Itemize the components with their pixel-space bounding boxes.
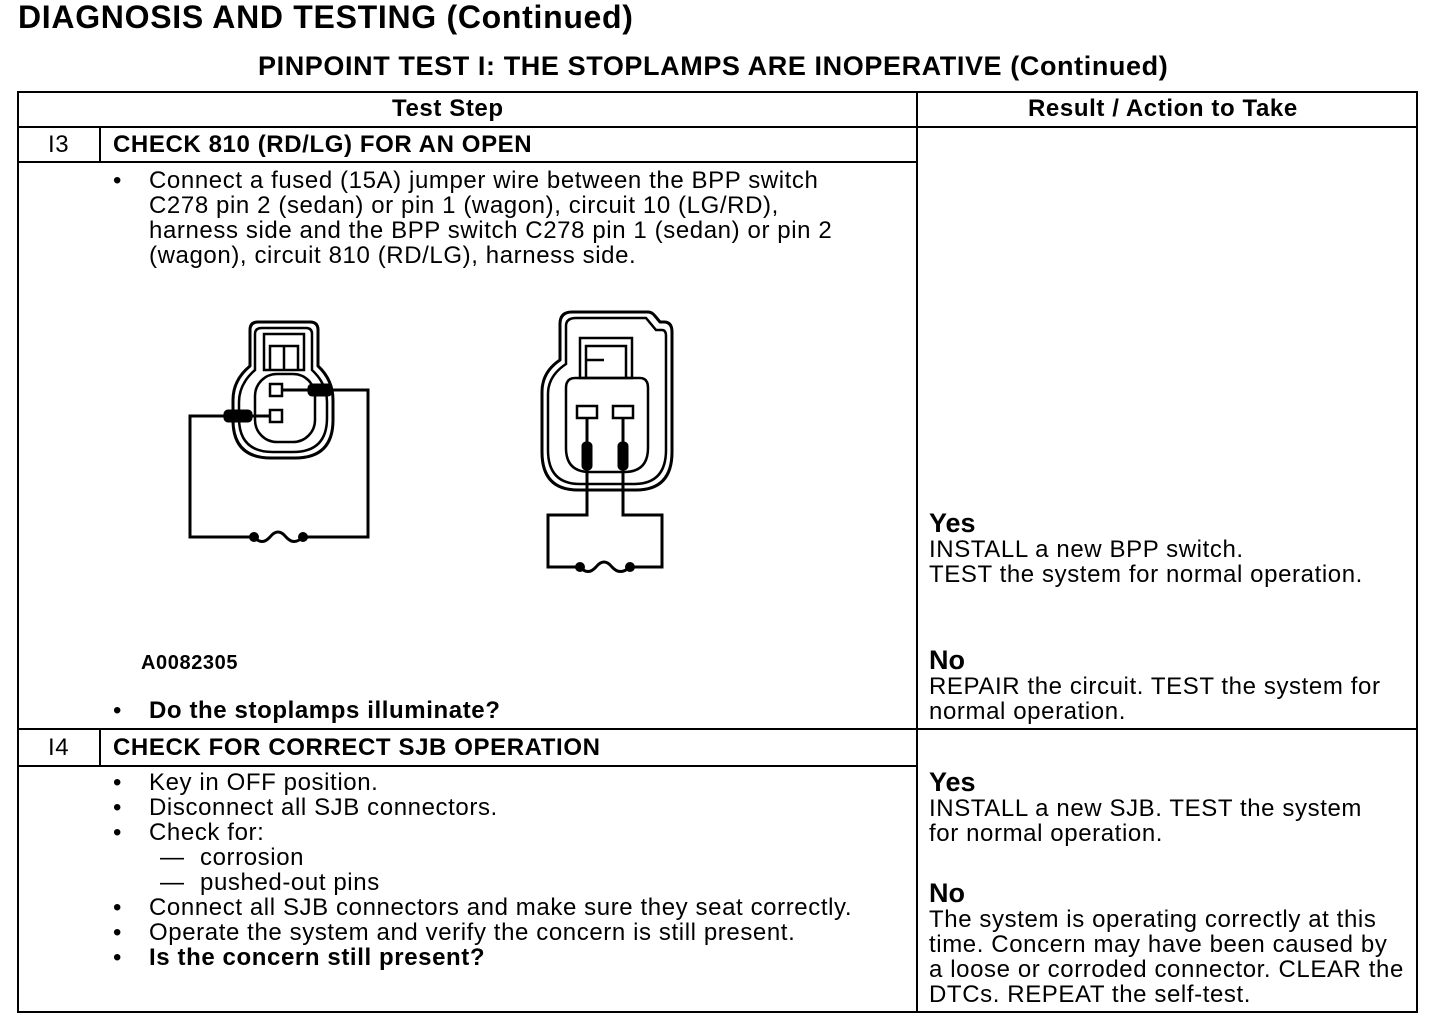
result-line: DTCs. REPEAT the self-test.: [929, 981, 1252, 1008]
instruction-item: [113, 920, 852, 945]
dash-marker: —: [160, 844, 184, 871]
i4-question: [113, 945, 852, 970]
instruction-item: [113, 820, 852, 845]
result-no-label: No: [929, 878, 965, 908]
bpp-switch-connector-illustration: [150, 295, 710, 595]
result-line: a loose or corroded connector. CLEAR the: [929, 956, 1404, 983]
question-text: Is the concern still present?: [149, 944, 486, 971]
i4-result-no: [929, 879, 1404, 1007]
instruction-item: [113, 770, 852, 795]
instruction-line: harness side and the BPP switch C278 pin 1 (sedan) or pin 2: [149, 217, 833, 244]
header-row-rule: [17, 126, 1418, 128]
result-line: INSTALL a new SJB. TEST the system: [929, 795, 1363, 822]
result-line: REPAIR the circuit. TEST the system for: [929, 673, 1381, 700]
step-title-i4: CHECK FOR CORRECT SJB OPERATION: [113, 734, 601, 761]
bullet-marker: •: [113, 944, 122, 971]
step-title-i3: CHECK 810 (RD/LG) FOR AN OPEN: [113, 131, 533, 158]
i4-instruction-list: [113, 770, 852, 970]
jumper-probe: [308, 384, 332, 396]
fuse-element: [580, 562, 630, 572]
i3-question: [113, 698, 501, 723]
result-line: The system is operating correctly at this: [929, 906, 1377, 933]
instruction-item: [113, 168, 832, 268]
result-line: normal operation.: [929, 698, 1126, 725]
i3-instruction-list: [113, 168, 832, 268]
bullet-marker: •: [113, 894, 122, 921]
instruction-line: Connect a fused (15A) jumper wire between the BPP switch: [149, 167, 819, 194]
instruction-line: (wagon), circuit 810 (RD/LG), harness side.: [149, 242, 637, 269]
bullet-marker: •: [113, 819, 122, 846]
instruction-text: Check for:: [149, 819, 265, 846]
instruction-item: [113, 795, 852, 820]
jumper-probe: [582, 442, 592, 470]
bullet-marker: •: [113, 167, 122, 194]
i4-result-yes: [929, 768, 1362, 846]
result-line: time. Concern may have been caused by: [929, 931, 1388, 958]
i3-result-no: [929, 646, 1381, 724]
instruction-text: Connect all SJB connectors and make sure they seat correctly.: [149, 894, 853, 921]
pinpoint-test-subtitle: PINPOINT TEST I: THE STOPLAMPS ARE INOPERATIVE (Continued): [258, 51, 1169, 81]
fuse-symbol-right: [576, 562, 635, 572]
subitem-text: pushed-out pins: [200, 869, 380, 896]
subitem-text: corrosion: [200, 844, 305, 871]
bullet-marker: •: [113, 769, 122, 796]
bullet-marker: •: [113, 919, 122, 946]
figure-id: A0082305: [141, 652, 239, 674]
i3-result-yes: [929, 509, 1363, 587]
column-header-test-step: Test Step: [392, 95, 504, 122]
i4-title-rule: [17, 765, 917, 767]
dash-marker: —: [160, 869, 184, 896]
bullet-marker: •: [113, 794, 122, 821]
page-title: DIAGNOSIS AND TESTING (Continued): [18, 0, 634, 35]
result-line: INSTALL a new BPP switch.: [929, 536, 1244, 563]
step-id-i4: I4: [48, 734, 70, 761]
column-header-result: Result / Action to Take: [1028, 95, 1298, 122]
instruction-text: Disconnect all SJB connectors.: [149, 794, 498, 821]
jumper-probe: [618, 442, 628, 470]
instruction-subitem: [113, 845, 852, 870]
instruction-text: Key in OFF position.: [149, 769, 379, 796]
instruction-text: Operate the system and verify the concern is still present.: [149, 919, 796, 946]
i4-id-divider: [99, 729, 101, 766]
step-id-i3: I3: [48, 131, 70, 158]
connector-c278-right-drawing: [542, 312, 672, 490]
fuse-element: [254, 532, 303, 542]
jumper-probe: [224, 410, 252, 422]
result-no-label: No: [929, 645, 965, 675]
question-text: Do the stoplamps illuminate?: [149, 697, 501, 724]
result-line: TEST the system for normal operation.: [929, 561, 1363, 588]
instruction-subitem: [113, 870, 852, 895]
bullet-marker: •: [113, 697, 122, 724]
i3-id-divider: [99, 127, 101, 162]
column-divider: [916, 91, 918, 1013]
instruction-text: [149, 168, 832, 268]
result-yes-label: Yes: [929, 508, 976, 538]
fuse-symbol-left: [250, 532, 308, 542]
instruction-item: [113, 895, 852, 920]
i3-title-rule: [17, 161, 917, 163]
result-yes-label: Yes: [929, 767, 976, 797]
row-separator-rule: [17, 728, 1418, 730]
instruction-line: C278 pin 2 (sedan) or pin 1 (wagon), circuit 10 (LG/RD),: [149, 192, 779, 219]
result-line: for normal operation.: [929, 820, 1164, 847]
